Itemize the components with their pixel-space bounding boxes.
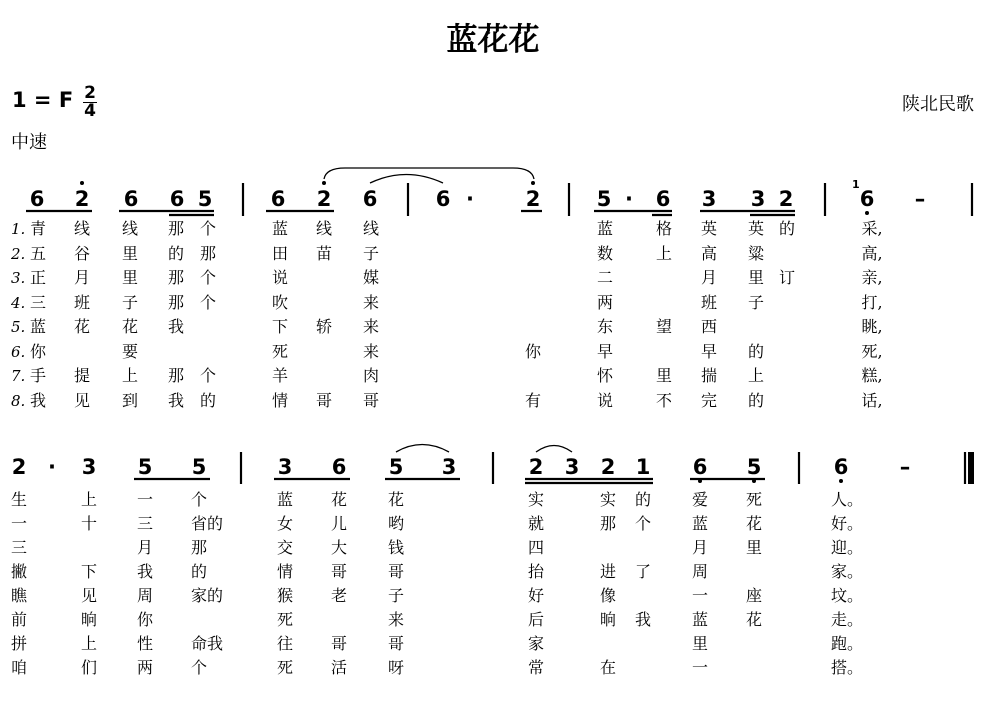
note: 2 [11,455,27,479]
lyric-word: 跑。 [830,634,864,653]
lyric-word: 完 [700,390,718,410]
note: 3 [81,455,97,479]
lyric-word: 哥 [362,390,380,410]
lyric-word: 早 [596,341,614,361]
note: 6 [435,187,451,211]
lyric-word: 那 [199,243,217,263]
lyric-word: 肉 [362,366,380,385]
note: 2 [528,455,544,479]
note: 6 [169,187,185,211]
lyric-word: 一 [691,658,709,677]
lyric-word: 子 [747,292,765,312]
lyric-word: 来 [362,341,380,361]
note: – [914,187,926,211]
octave-dot [865,211,869,215]
lyric-word: 英 [700,219,718,238]
note: 1 [635,455,651,479]
note: 3 [564,455,580,479]
lyric-word: 订 [778,268,796,287]
lyric-word: 性 [136,634,154,653]
lyric-word: 好。 [830,514,864,533]
lyric-word: 下 [271,317,289,336]
lyric-word: 抬 [527,562,545,581]
lyric-word: 下 [80,562,98,581]
lyric-word: 蓝 [29,317,47,336]
verse-number: 8. [11,391,26,410]
lyric-word: 正 [29,268,47,287]
octave-dot [322,181,326,185]
lyric-word: 三 [10,538,28,557]
time-sig-bottom: 4 [84,101,96,121]
lyric-word: 里 [121,243,139,263]
lyric-word: 上 [655,243,673,263]
octave-dot [80,181,84,185]
lyric-word: 儿 [330,514,348,533]
lyric-word: 活 [330,658,348,677]
note: 5 [746,455,762,479]
lyric-word: 我 [634,610,652,629]
lyric-word: 高, [861,243,883,263]
note: 6 [29,187,45,211]
lyric-word: 在 [599,658,617,677]
lyric-word: 苗 [315,243,333,263]
lyric-word: 格 [655,219,673,238]
lyric-word: 晌 [80,610,98,629]
composer-credit: 陕北民歌 [902,94,974,115]
lyric-word: 的 [190,562,208,581]
lyric-word: 大 [330,538,348,557]
lyric-word: 前 [10,610,28,629]
note: 3 [701,187,717,211]
lyric-word: 呀 [387,658,405,677]
lyric-word: 哥 [387,562,405,581]
note: 3 [277,455,293,479]
lyric-word: 说 [596,390,614,410]
lyric-word: 哥 [330,562,348,581]
lyric-word: 媒 [362,268,380,287]
lyric-word: 哥 [315,390,333,410]
lyric-word: 生 [10,490,28,509]
lyric-word: 有 [524,390,542,410]
note: 2 [525,187,541,211]
lyric-word: 进 [599,562,617,581]
lyric-word: 早 [700,341,718,361]
lyric-word: 里 [747,268,765,287]
lyric-word: 瞧 [10,586,28,605]
lyric-word: 子 [387,586,405,605]
lyric-word: 死 [745,490,763,509]
note: – [899,455,911,479]
lyric-word: 花 [745,610,763,629]
lyric-word: 粱 [747,243,765,263]
lyric-word: 两 [136,658,154,677]
lyric-word: 实 [527,490,545,509]
lyric-word: 线 [315,219,333,238]
lyric-word: 线 [121,219,139,238]
lyric-word: 望 [655,317,673,336]
lyric-word: 的 [747,390,765,410]
lyric-word: 命我 [190,634,224,653]
lyric-word: 你 [524,341,542,361]
lyric-word: 提 [73,366,91,385]
note: 5 [197,187,213,211]
octave-dot [752,479,756,483]
lyric-word: 话, [861,390,883,410]
lyric-word: 二 [596,268,614,287]
lyric-word: 四 [527,538,545,557]
lyric-word: 线 [73,219,91,238]
lyric-word: 拼 [10,634,28,653]
lyric-word: 来 [387,610,405,629]
lyric-word: 两 [596,292,614,312]
lyric-word: 来 [362,317,380,336]
lyric-word: 蓝 [691,610,709,629]
lyric-word: 三 [29,292,47,312]
lyric-word: 蓝 [276,490,294,509]
octave-dot [698,479,702,483]
lyric-word: 糕, [861,366,883,385]
lyric-word: 实 [599,490,617,509]
lyric-word: 我 [167,390,185,410]
lyric-word: 数 [596,243,614,263]
lyric-word: 月 [136,538,154,557]
lyric-word: 猴 [276,586,294,605]
lyric-word: 来 [362,292,380,312]
lyric-word: 采, [861,219,883,238]
lyric-word: 那 [167,292,185,312]
note: 3 [441,455,457,479]
lyric-word: 里 [121,268,139,287]
lyric-word: 花 [745,514,763,533]
lyric-word: 常 [527,658,545,677]
lyric-word: 的 [167,243,185,263]
lyric-word: 个 [199,268,217,287]
note: 6 [270,187,286,211]
lyric-word: 老 [330,586,348,605]
lyric-word: 晌 [599,610,617,629]
lyric-word: 蓝 [691,514,709,533]
lyric-word: 个 [190,658,208,677]
lyric-word: 里 [691,634,709,653]
lyric-word: 打, [861,292,883,312]
lyric-word: 十 [80,514,98,533]
lyric-word: 那 [599,514,617,533]
lyric-word: 的 [778,219,796,238]
note: 2 [74,187,90,211]
lyric-word: 我 [136,562,154,581]
note: 6 [692,455,708,479]
lyric-word: 钱 [387,538,405,557]
lyric-word: 个 [634,514,652,533]
lyric-word: 个 [190,490,208,509]
lyric-word: 高 [700,243,718,263]
lyric-word: 五 [29,243,47,263]
lyric-word: 那 [167,268,185,287]
lyric-word: 女 [276,514,294,533]
lyric-word: 家。 [830,562,864,581]
lyric-word: 迎。 [830,538,864,557]
note: 2 [778,187,794,211]
lyric-word: 我 [29,390,47,410]
lyric-word: 说 [271,268,289,287]
lyric-word: 一 [136,490,154,509]
lyric-word: 班 [73,292,91,312]
lyric-word: 子 [362,243,380,263]
note: 3 [750,187,766,211]
lyric-word: 那 [167,366,185,385]
verse-number: 4. [11,293,26,312]
note: 2 [600,455,616,479]
lyric-word: 见 [80,586,98,605]
lyric-word: 死, [861,341,883,361]
verse-number: 5. [11,318,26,336]
lyric-word: 个 [199,366,217,385]
lyric-word: 里 [655,366,673,385]
lyric-word: 的 [747,341,765,361]
lyric-word: 死 [276,658,294,677]
note: 5 [388,455,404,479]
lyric-word: 揣 [700,366,718,385]
lyric-word: 坟。 [830,586,864,605]
lyric-word: 个 [199,219,217,238]
song-title: 蓝花花 [446,22,540,58]
lyric-word: 哥 [330,634,348,653]
lyric-word: 青 [29,219,47,238]
note: · [466,187,474,211]
lyric-word: 像 [599,586,617,605]
lyric-word: 见 [73,390,91,410]
lyric-word: 周 [691,562,709,581]
lyric-word: 西 [700,317,718,336]
note: 6 [859,187,875,211]
lyric-word: 东 [596,317,614,336]
lyric-word: 手 [29,366,47,385]
lyric-word: 花 [387,490,405,509]
lyric-word: 的 [634,490,652,509]
note: 6 [362,187,378,211]
lyric-word: 到 [121,390,139,410]
lyric-word: 谷 [73,243,91,263]
verse-number: 6. [11,342,26,361]
lyric-word: 上 [747,366,765,385]
verse-number: 1. [11,220,26,238]
lyric-word: 撇 [10,562,28,581]
lyric-word: 死 [271,341,289,361]
lyric-word: 怀 [596,366,614,385]
lyric-word: 省的 [190,514,224,533]
lyric-word: 的 [199,390,217,410]
grace-note: 1 [852,178,860,191]
lyric-word: 个 [199,292,217,312]
lyric-word: 咱 [10,658,28,677]
lyric-word: 班 [700,292,718,312]
verse-number: 2. [11,244,26,263]
lyric-word: 搭。 [830,658,864,677]
lyric-word: 家 [527,634,545,653]
lyric-word: 哥 [387,634,405,653]
lyric-word: 情 [276,562,294,581]
note: 6 [833,455,849,479]
lyric-word: 情 [271,390,289,410]
lyric-word: 后 [527,610,545,629]
lyric-word: 里 [745,538,763,557]
note: 6 [655,187,671,211]
lyric-word: 要 [121,341,139,361]
note: · [48,455,56,479]
lyric-word: 月 [691,538,709,557]
octave-dot [531,181,535,185]
key-signature: 1 = F [12,88,74,112]
lyric-word: 不 [655,390,673,410]
verse-number: 7. [11,367,26,385]
lyric-word: 我 [167,317,185,336]
note: · [625,187,633,211]
lyric-word: 蓝 [596,219,614,238]
lyric-word: 那 [190,538,208,557]
tempo-marking: 中速 [11,132,47,153]
verse-number: 3. [11,269,26,287]
lyric-word: 羊 [271,366,289,385]
lyric-word: 周 [136,586,154,605]
lyric-word: 花 [73,317,91,336]
lyric-word: 一 [10,514,28,533]
lyric-word: 那 [167,219,185,238]
lyric-word: 交 [276,538,294,557]
lyric-word: 月 [700,268,718,287]
lyric-word: 哟 [387,514,405,533]
lyric-word: 线 [362,219,380,238]
lyric-word: 田 [271,243,289,263]
lyric-word: 们 [80,658,98,677]
lyric-word: 爱 [691,490,709,509]
lyric-word: 了 [634,562,652,581]
time-sig-top: 2 [84,83,96,103]
lyric-word: 就 [527,514,545,533]
lyric-word: 往 [276,634,294,653]
lyric-word: 吹 [271,292,289,312]
lyric-word: 家的 [190,586,224,605]
lyric-word: 三 [136,514,154,533]
lyric-word: 英 [747,219,765,238]
lyric-word: 上 [121,366,139,385]
lyric-word: 月 [73,268,91,287]
note: 2 [316,187,332,211]
lyric-word: 走。 [830,610,864,629]
lyric-word: 花 [330,490,348,509]
lyric-word: 亲, [861,268,883,287]
lyric-word: 死 [276,610,294,629]
note: 5 [137,455,153,479]
lyric-word: 好 [527,586,545,605]
note: 5 [596,187,612,211]
lyric-word: 你 [136,610,154,629]
lyric-word: 花 [121,317,139,336]
lyric-word: 人。 [830,490,864,509]
note: 6 [331,455,347,479]
lyric-word: 子 [121,292,139,312]
lyric-word: 你 [29,341,47,361]
lyric-word: 座 [745,586,763,605]
lyric-word: 蓝 [271,219,289,238]
lyric-word: 上 [80,490,98,509]
note: 5 [191,455,207,479]
lyric-word: 上 [80,634,98,653]
lyric-word: 眺, [861,317,883,336]
lyric-word: 一 [691,586,709,605]
note: 6 [123,187,139,211]
octave-dot [839,479,843,483]
lyric-word: 轿 [315,317,333,336]
